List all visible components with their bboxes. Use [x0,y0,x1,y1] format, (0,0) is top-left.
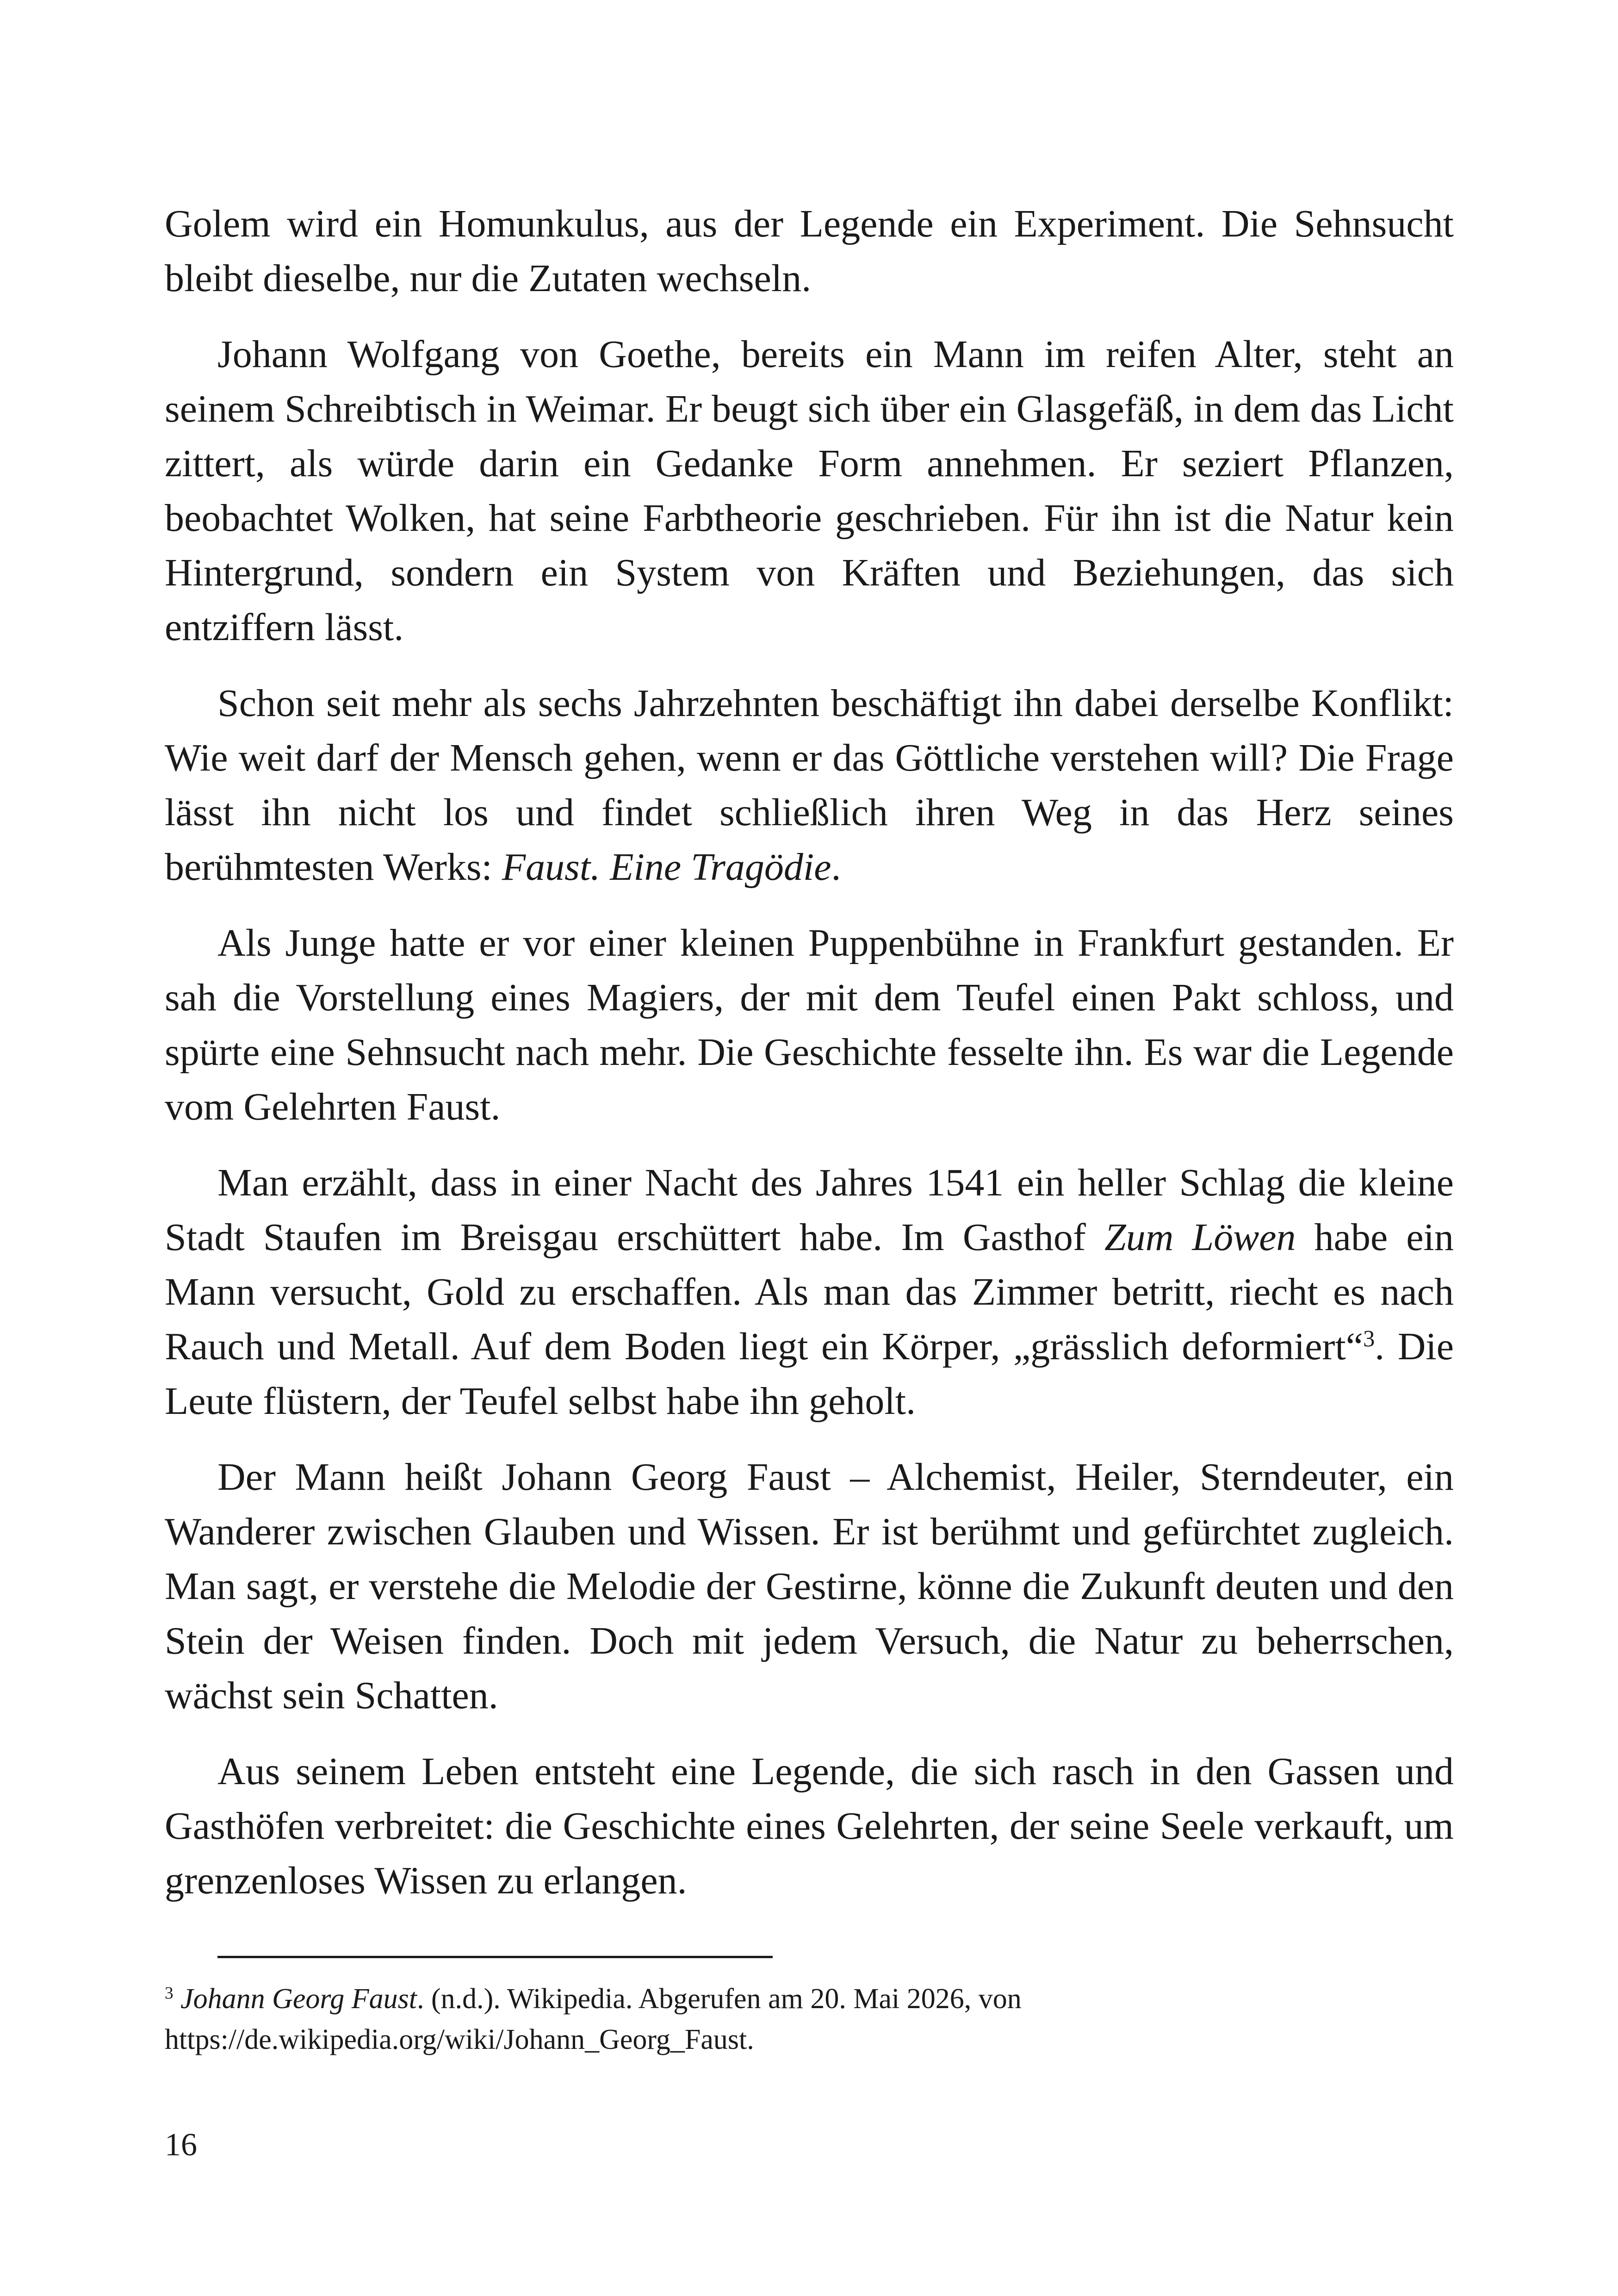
body-text [165,197,1454,1908]
text-run: Man erzählt, dass in einer Nacht des Jahres 1541 ein heller Schlag die kleine Stadt Staufen im Breisgau erschüttert habe. Im Gasthof [165,1161,1454,1259]
text-run: Golem wird ein Homunkulus, aus der Legende ein Experiment. Die Sehnsucht bleibt dieselbe, nur die Zutaten wechseln. [165,202,1454,300]
paragraph-7 [165,1744,1454,1908]
footnote-url: https://de.wikipedia.org/wiki/Johann_Georg_Faust. [165,2024,754,2055]
italic-title: Faust. Eine Tragödie [502,846,831,889]
paragraph-3 [165,676,1454,895]
text-run: Johann Wolfgang von Goethe, bereits ein Mann im reifen Alter, steht an seinem Schreibtisch in Weimar. Er beugt sich über ein Glasgefäß, in dem das Licht zittert, als würde darin ein Gedanke Form annehmen. Er seziert Pflanzen, beobachtet Wolken, hat seine Farbtheorie geschrieben. Für ihn ist die Natur kein Hintergrund, sondern ein System von Kräften und Beziehungen, das sich entziffern lässt. [165,333,1454,649]
paragraph-1 [165,197,1454,306]
text-run: habe ein Mann versucht, Gold zu erschaffen. Als man das Zimmer betritt, riecht es nach Rauch und Metall. Auf dem Boden liegt ein Körper, „grässlich deformiert“ [165,1216,1454,1368]
paragraph-5 [165,1156,1454,1429]
italic-title: Zum Löwen [1104,1216,1296,1259]
paragraph-2 [165,327,1454,655]
footnote-reference: 3 [1363,1325,1375,1352]
text-run: Als Junge hatte er vor einer kleinen Puppenbühne in Frankfurt gestanden. Er sah die Vorstellung eines Magiers, der mit dem Teufel einen Pakt schloss, und spürte eine Sehnsucht nach mehr. Die Geschichte fesselte ihn. Es war die Legende vom Gelehrten Faust. [165,921,1454,1128]
footnote-3 [165,1979,1454,2060]
text-run: . Die Leute flüstern, der Teufel selbst habe ihn geholt. [165,1325,1454,1423]
paragraph-4 [165,916,1454,1134]
text-run: . [831,846,841,889]
footnote-citation: . (n.d.). Wikipedia. Abgerufen am 20. Mai 2026, von [416,1983,1022,2015]
footnote-title: Johann Georg Faust [180,1983,417,2015]
text-run: Schon seit mehr als sechs Jahrzehnten beschäftigt ihn dabei derselbe Konflikt: Wie weit darf der Mensch gehen, wenn er das Göttliche verstehen will? Die Frage lässt ihn nicht los und findet schließlich ihren Weg in das Herz seines berühmtesten Werks: [165,682,1454,889]
paragraph-6 [165,1450,1454,1723]
text-run: Aus seinem Leben entsteht eine Legende, die sich rasch in den Gassen und Gasthöfen verbreitet: die Geschichte eines Gelehrten, der seine Seele verkauft, um grenzenloses Wissen zu erlangen. [165,1750,1454,1902]
text-run: Der Mann heißt Johann Georg Faust – Alchemist, Heiler, Sterndeuter, ein Wanderer zwischen Glauben und Wissen. Er ist berühmt und gefürchtet zugleich. Man sagt, er verstehe die Melodie der Gestirne, könne die Zukunft deuten und den Stein der Weisen finden. Doch mit jedem Versuch, die Natur zu beherrschen, wächst sein Schatten. [165,1456,1454,1717]
page-number: 16 [165,2127,197,2163]
footnote-number: 3 [165,1984,174,2003]
footnote-separator [217,1956,773,1958]
